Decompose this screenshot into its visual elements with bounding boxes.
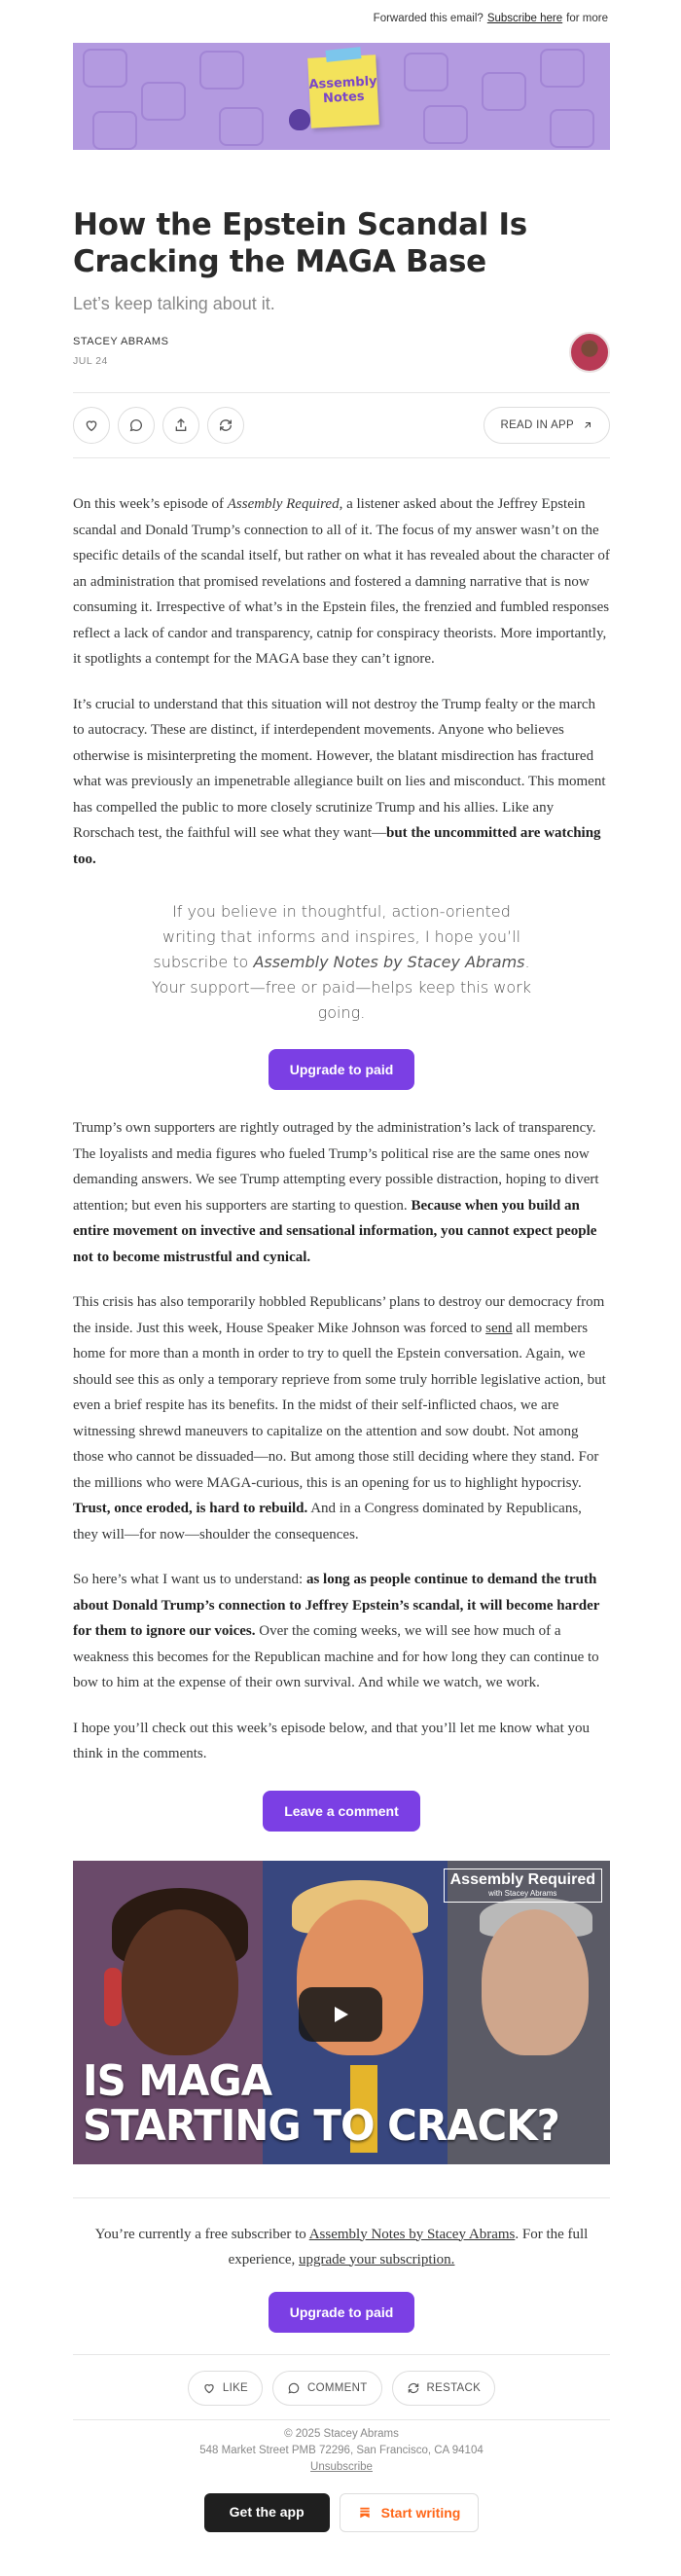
footer-comment-button[interactable]: COMMENT	[272, 2371, 382, 2406]
copyright: © 2025 Stacey Abrams	[284, 2427, 399, 2440]
restack-icon	[218, 417, 233, 433]
post-body	[73, 491, 610, 872]
app-buttons	[73, 2493, 610, 2532]
get-the-app-button[interactable]: Get the app	[204, 2493, 330, 2532]
comment-icon	[287, 2381, 301, 2395]
author-avatar[interactable]	[569, 332, 610, 373]
logo-line-1: Assembly	[308, 74, 377, 92]
headphones-icon	[104, 1968, 122, 2026]
restack-button[interactable]	[207, 407, 244, 444]
subscribe-link[interactable]: Subscribe here	[486, 13, 563, 24]
subscribe-callout: If you believe in thoughtful, action-oriented writing that informs and inspires, I hope you’ll subscribe to Assembly Notes by Stacey Abrams. Your support—free or paid—helps keep this work going.	[152, 902, 531, 1022]
play-icon	[329, 2003, 352, 2026]
arrow-up-right-icon	[582, 419, 593, 431]
footer-info	[73, 2419, 610, 2476]
forward-bar	[0, 0, 681, 37]
banner-pattern	[83, 49, 127, 88]
forward-suffix: for more	[566, 13, 608, 24]
read-in-app-label: READ IN APP	[500, 419, 574, 431]
publication-link[interactable]: Assembly Notes by Stacey Abrams	[308, 2226, 516, 2242]
share-button[interactable]	[162, 407, 199, 444]
upgrade-to-paid-button-footer[interactable]: Upgrade to paid	[269, 2292, 415, 2333]
unsubscribe-link[interactable]: Unsubscribe	[310, 2460, 373, 2473]
paragraph: This crisis has also temporarily hobbled Republicans’ plans to destroy our democracy from the inside. Just this week, House Speaker Mike Johnson was forced to send all members home for more than a month in order to try to quell the Epstein conversation. Again, we should see this as only a temporary reprieve from some truly horrible legislative action, but even a brief respite has its benefits. In the midst of their self-inflicted chaos, we are witnessing shrewd maneuvers to capitalize on the attention and sow doubt. Not among those who cannot be dissuaded—no. But among those still deciding where they stand. For the millions who were MAGA-curious, this is an opening for us to highlight hypocrisy. Trust, once eroded, is hard to rebuild. And in a Congress dominated by Republicans, they will—for now—shoulder the consequences.	[73, 1294, 606, 1542]
assembly-notes-logo	[307, 54, 379, 128]
footer-restack-button[interactable]: RESTACK	[392, 2371, 496, 2406]
subscription-note: You’re currently a free subscriber to Assembly Notes by Stacey Abrams. For the full experience, upgrade your subscription.	[94, 2226, 589, 2268]
restack-icon	[407, 2381, 420, 2395]
banner-pattern	[482, 72, 526, 111]
person-face	[122, 1909, 238, 2055]
post-subtitle: Let’s keep talking about it.	[73, 294, 275, 313]
footer-like-button[interactable]: LIKE	[188, 2371, 263, 2406]
logo-line-2: Notes	[322, 89, 366, 107]
heart-icon	[202, 2381, 216, 2395]
read-in-app-button[interactable]	[484, 407, 610, 444]
address: 548 Market Street PMB 72296, San Francisco, CA 94104	[199, 2444, 484, 2456]
comment-icon	[128, 417, 144, 433]
like-button[interactable]	[73, 407, 110, 444]
apple-icon	[289, 109, 310, 130]
paragraph: It’s crucial to understand that this situation will not destroy the Trump fealty or the march to autocracy. These are distinct, if interdependent movements. Anyone who believes otherwise is misinterpreting the moment. However, the blatant misdirection has fractured what was previously an impenetrable allegiance built on lies and misconduct. This moment has compelled the public to more closely scrutinize Trump and his allies. Like any Rorschach test, the faithful will see what they want—but the uncommitted are watching too.	[73, 696, 606, 867]
paragraph: On this week’s episode of Assembly Required, a listener asked about the Jeffrey Epstein scandal and Donald Trump’s connection to all of it. The focus of my answer wasn’t on the specific details of the scandal itself, but rather on what it has revealed about the character of an administration that promised revelations and fostered a damning narrative that is now consuming it. Irrespective of what’s in the Epstein files, the frenzied and fumbled responses reflect a lack of candor and transparency, catnip for conspiracy theorists. More importantly, it spotlights a contempt for the MAGA base they can’t ignore.	[73, 496, 610, 667]
heart-icon	[84, 417, 99, 433]
substack-logo-icon	[358, 2506, 372, 2520]
video-embed[interactable]	[73, 1861, 610, 2164]
banner-pattern	[404, 53, 448, 91]
banner-pattern	[92, 111, 137, 150]
banner-pattern	[199, 51, 244, 90]
show-subtitle: with Stacey Abrams	[488, 1888, 557, 1898]
banner-pattern	[219, 107, 264, 146]
leave-a-comment-button[interactable]: Leave a comment	[263, 1791, 420, 1832]
post-date: JUL 24	[73, 355, 108, 367]
forward-prefix: Forwarded this email?	[373, 13, 484, 24]
publication-banner[interactable]	[73, 43, 610, 150]
banner-pattern	[540, 49, 585, 88]
post-body-continued	[73, 1115, 610, 1767]
video-title: IS MAGA STARTING TO CRACK?	[83, 2055, 559, 2151]
divider	[73, 2197, 610, 2198]
footer-actions	[73, 2354, 610, 2406]
video-show-logo	[444, 1869, 602, 1903]
comment-button[interactable]	[118, 407, 155, 444]
paragraph: I hope you’ll check out this week’s episode below, and that you’ll let me know what you think in the comments.	[73, 1720, 590, 1761]
banner-pattern	[141, 82, 186, 121]
start-writing-button[interactable]: Start writing	[340, 2493, 480, 2532]
play-button[interactable]	[299, 1987, 382, 2042]
byline	[73, 332, 610, 373]
post-actions-bar	[73, 392, 610, 458]
share-icon	[173, 417, 189, 433]
paragraph: Trump’s own supporters are rightly outraged by the administration’s lack of transparency. The loyalists and media figures who fueled Trump’s political rise are the same ones now demanding answers. We see Trump attempting every possible distraction, hoping to divert attention; but even his supporters are starting to question. Because when you build an entire movement on invective and sensational information, you cannot expect people not to become mistrustful and cynical.	[73, 1120, 599, 1265]
upgrade-to-paid-button[interactable]: Upgrade to paid	[269, 1049, 415, 1090]
author-name[interactable]: STACEY ABRAMS	[73, 336, 169, 347]
upgrade-subscription-link[interactable]: upgrade your subscription.	[299, 2251, 455, 2268]
paragraph: So here’s what I want us to understand: as long as people continue to demand the truth about Donald Trump’s connection to Jeffrey Epstein’s scandal, it will become harder for them to ignore our voices. Over the coming weeks, we will see how much of a weakness this becomes for the Republican machine and for how long they can continue to bow to him at the expense of their own survival. And while we watch, we work.	[73, 1572, 600, 1690]
post-title[interactable]: How the Epstein Scandal Is Cracking the MAGA Base	[73, 207, 527, 279]
send-link[interactable]: send	[485, 1320, 513, 1336]
person-face	[482, 1909, 589, 2055]
banner-pattern	[423, 105, 468, 144]
banner-pattern	[550, 109, 594, 148]
show-title: Assembly Required	[449, 1870, 595, 1888]
